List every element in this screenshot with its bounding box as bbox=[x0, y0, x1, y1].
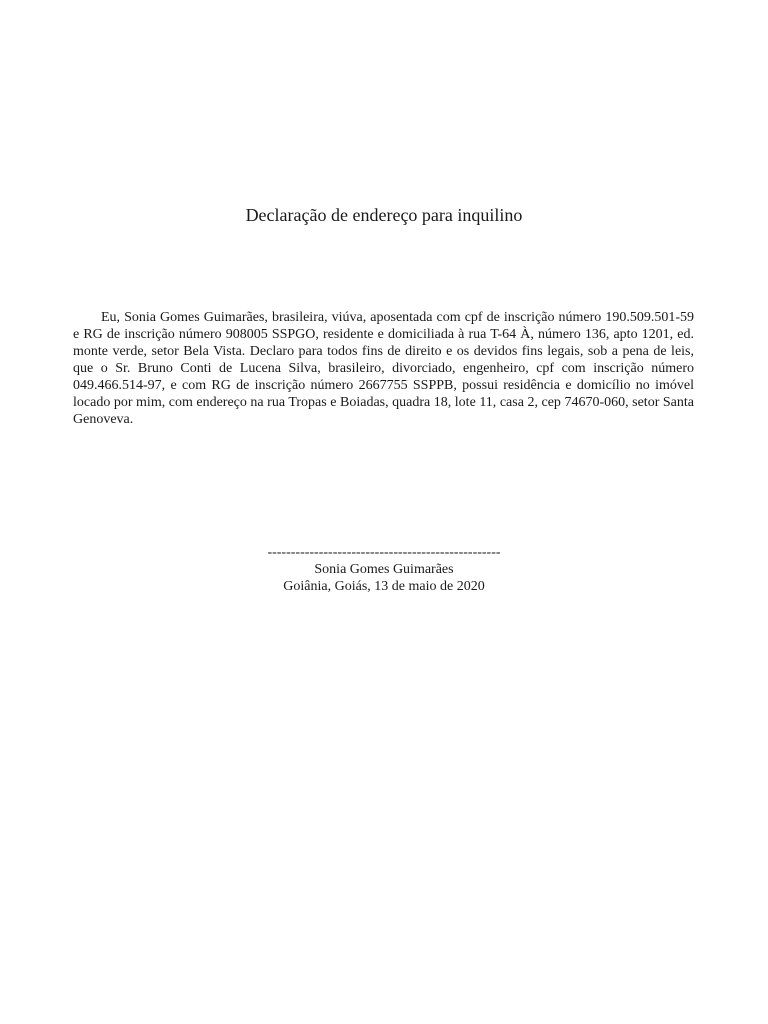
signature-line: -------------------------------------------------- bbox=[267, 545, 501, 560]
signer-name: Sonia Gomes Guimarães bbox=[314, 562, 454, 577]
signature-block bbox=[0, 544, 768, 595]
document-title: Declaração de endereço para inquilino bbox=[245, 205, 523, 225]
place-date: Goiânia, Goiás, 13 de maio de 2020 bbox=[283, 579, 485, 594]
declaration-body: Eu, Sonia Gomes Guimarães, brasileira, viúva, aposentada com cpf de inscrição número 190.509.501-59 e RG de inscrição número 908005 SSPGO, residente e domiciliada à rua T-64 À, número 136, apto 1201, ed. monte verde, setor Bela Vista. Declaro para todos fins de direito e os devidos fins legais, sob a pena de leis, que o Sr. Bruno Conti de Lucena Silva, brasileiro, divorciado, engenheiro, cpf com inscrição número 049.466.514-97, e com RG de inscrição número 2667755 SSPPB, possui residência e domicílio no imóvel locado por mim, com endereço na rua Tropas e Boiadas, quadra 18, lote 11, casa 2, cep 74670-060, setor Santa Genoveva. bbox=[73, 310, 694, 427]
